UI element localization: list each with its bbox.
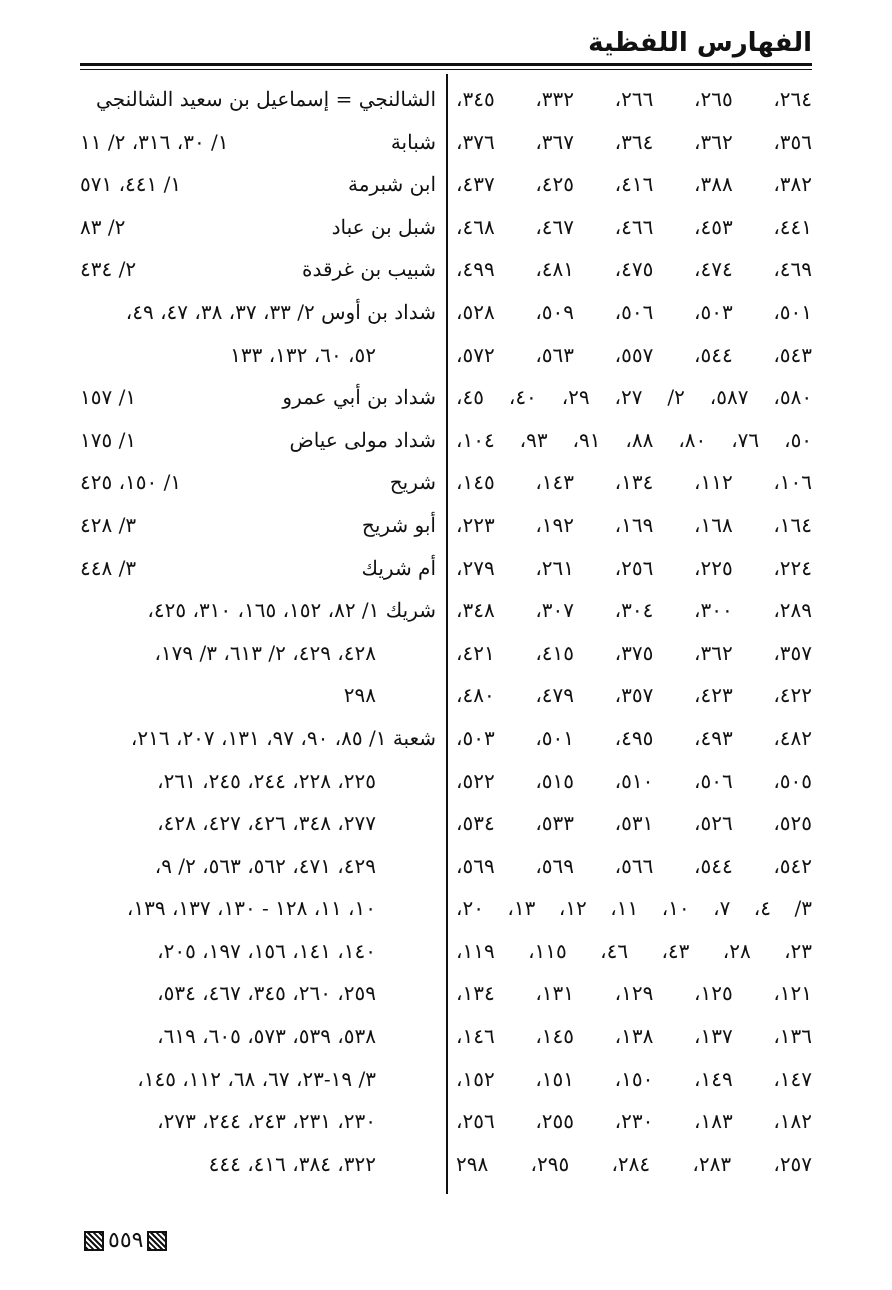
index-line: ٤٨٢، ٤٩٣، ٤٩٥، ٥٠١، ٥٠٣،: [456, 725, 813, 750]
index-line: ٣٨٢، ٣٨٨، ٤١٦، ٤٢٥، ٤٣٧،: [456, 172, 813, 197]
index-entry: [80, 461, 436, 504]
index-line: ٥٤٣، ٥٤٤، ٥٥٧، ٥٦٣، ٥٧٢،: [456, 342, 813, 367]
ornament-icon: [84, 1231, 104, 1251]
entry-refs: ٢/ ٤٣٤: [80, 257, 137, 282]
index-entry: [80, 163, 436, 206]
index-line: ٥٢٥، ٥٢٦، ٥٣١، ٥٣٣، ٥٣٤،: [456, 811, 813, 836]
header-rule-thin: [80, 69, 812, 70]
index-line: ٥٨٠، ٥٨٧، ٢/ ٢٧، ٢٩، ٤٠، ٤٥،: [456, 385, 813, 410]
index-line: ٥٤٢، ٥٤٤، ٥٦٦، ٥٦٩، ٥٦٩،: [456, 853, 813, 878]
index-entry: [80, 504, 436, 547]
index-continuation-line: ٥٢، ٦٠، ١٣٢، ١٣٣: [230, 342, 376, 367]
entry-name: شبل بن عباد: [331, 214, 436, 239]
index-entry: شريك ١/ ٨٢، ١٥٢، ١٦٥، ٣١٠، ٤٢٥،: [147, 598, 436, 623]
index-line: ٣٥٧، ٣٦٢، ٣٧٥، ٤١٥، ٤٢١،: [456, 640, 813, 665]
entry-refs: ١/ ١٧٥: [80, 427, 137, 452]
index-entry: شداد بن أوس ٢/ ٣٣، ٣٧، ٣٨، ٤٧، ٤٩،: [125, 299, 436, 324]
index-entry: الشالنجي = إسماعيل بن سعيد الشالنجي: [96, 87, 436, 111]
index-continuation-line: ١٠، ١١، ١٢٨ - ١٣٠، ١٣٧، ١٣٩،: [126, 896, 376, 921]
right-index-column: [456, 78, 812, 1185]
page-number-block: [84, 1228, 167, 1253]
index-line: ٥٠١، ٥٠٣، ٥٠٦، ٥٠٩، ٥٢٨،: [456, 299, 813, 324]
entry-refs: ٣/ ٤٤٨: [80, 555, 137, 580]
index-continuation-line: ٥٣٨، ٥٣٩، ٥٧٣، ٦٠٥، ٦١٩،: [157, 1024, 376, 1049]
index-line: ٢٢٤، ٢٢٥، ٢٥٦، ٢٦١، ٢٧٩،: [456, 555, 813, 580]
index-entry: [80, 248, 436, 291]
index-line: ٢٥٧، ٢٨٣، ٢٨٤، ٢٩٥، ٢٩٨: [456, 1151, 813, 1176]
entry-name: شبابة: [390, 129, 436, 154]
index-line: ١٣٦، ١٣٧، ١٣٨، ١٤٥، ١٤٦،: [456, 1024, 813, 1049]
entry-refs: ١/ ١٥٠، ٤٢٥: [80, 470, 182, 495]
index-line: ٢٨٩، ٣٠٠، ٣٠٤، ٣٠٧، ٣٤٨،: [456, 598, 813, 623]
index-continuation-line: ٣٢٢، ٣٨٤، ٤١٦، ٤٤٤: [208, 1151, 376, 1176]
entry-refs: ١/ ٤٤١، ٥٧١: [80, 172, 182, 197]
index-line: ٣/ ٤، ٧، ١٠، ١١، ١٢، ١٣، ٢٠،: [456, 896, 812, 921]
index-line: ٥٠٥، ٥٠٦، ٥١٠، ٥١٥، ٥٢٢،: [456, 768, 813, 793]
page-number: ٥٥٩: [108, 1228, 144, 1253]
index-continuation-line: ٤٢٨، ٤٢٩، ٢/ ٦١٣، ٣/ ١٧٩،: [154, 640, 376, 665]
index-line: ٢٦٤، ٢٦٥، ٢٦٦، ٣٣٢، ٣٤٥،: [456, 87, 813, 111]
index-line: ٢٣، ٢٨، ٤٣، ٤٦، ١١٥، ١١٩،: [456, 938, 813, 963]
entry-refs: ٢/ ٨٣: [80, 214, 126, 239]
index-continuation-line: ٢٩٨: [343, 683, 376, 708]
header-rule-thick: [80, 63, 812, 66]
index-continuation-line: ٢٢٥، ٢٢٨، ٢٤٤، ٢٤٥، ٢٦١،: [157, 768, 376, 793]
index-entry: [80, 419, 436, 462]
index-continuation-line: ٤٢٩، ٤٧١، ٥٦٢، ٥٦٣، ٢/ ٩،: [154, 853, 376, 878]
entry-refs: ١/ ٣٠، ٣١٦، ٢/ ١١: [80, 129, 229, 154]
index-entry: [80, 376, 436, 419]
index-line: ٣٥٦، ٣٦٢، ٣٦٤، ٣٦٧، ٣٧٦،: [456, 129, 813, 154]
index-line: ٤٢٢، ٤٢٣، ٣٥٧، ٤٧٩، ٤٨٠،: [456, 683, 813, 708]
index-continuation-line: ٣/ ١٩-٢٣، ٦٧، ٦٨، ١١٢، ١٤٥،: [137, 1066, 376, 1091]
entry-name: شبيب بن غرقدة: [301, 257, 436, 282]
index-entry: [80, 547, 436, 590]
entry-name: أبو شريح: [361, 512, 436, 537]
index-continuation-line: ٢٣٠، ٢٣١، ٢٤٣، ٢٤٤، ٢٧٣،: [157, 1109, 376, 1134]
index-entry: [80, 121, 436, 164]
index-entry: شعبة ١/ ٨٥، ٩٠، ٩٧، ١٣١، ٢٠٧، ٢١٦،: [130, 725, 436, 750]
index-line: ١٤٧، ١٤٩، ١٥٠، ١٥١، ١٥٢،: [456, 1066, 813, 1091]
index-entry: [80, 206, 436, 249]
entry-name: شريح: [389, 470, 436, 495]
column-divider: [446, 74, 448, 1194]
left-index-column: [80, 78, 436, 1185]
entry-name: أم شريك: [361, 555, 436, 580]
index-continuation-line: ٢٧٧، ٣٤٨، ٤٢٦، ٤٢٧، ٤٢٨،: [157, 811, 376, 836]
index-continuation-line: ١٤٠، ١٤١، ١٥٦، ١٩٧، ٢٠٥،: [157, 938, 376, 963]
index-line: ١٦٤، ١٦٨، ١٦٩، ١٩٢، ٢٢٣،: [456, 512, 813, 537]
index-line: ١٢١، ١٢٥، ١٢٩، ١٣١، ١٣٤،: [456, 981, 813, 1006]
entry-name: ابن شبرمة: [348, 172, 436, 197]
running-head-title: الفهارس اللفظية: [588, 28, 812, 58]
index-line: ١٠٦، ١١٢، ١٣٤، ١٤٣، ١٤٥،: [456, 470, 813, 495]
index-continuation-line: ٢٥٩، ٢٦٠، ٣٤٥، ٤٦٧، ٥٣٤،: [157, 981, 376, 1006]
ornament-icon: [147, 1231, 167, 1251]
index-line: ١٨٢، ١٨٣، ٢٣٠، ٢٥٥، ٢٥٦،: [456, 1109, 813, 1134]
entry-refs: ٣/ ٤٢٨: [80, 512, 137, 537]
index-line: ٤٤١، ٤٥٣، ٤٦٦، ٤٦٧، ٤٦٨،: [456, 214, 813, 239]
index-line: ٤٦٩، ٤٧٤، ٤٧٥، ٤٨١، ٤٩٩،: [456, 257, 813, 282]
index-line: ٥٠، ٧٦، ٨٠، ٨٨، ٩١، ٩٣، ١٠٤،: [456, 427, 813, 452]
entry-refs: ١/ ١٥٧: [80, 385, 137, 410]
entry-name: شداد بن أبي عمرو: [282, 385, 436, 410]
entry-name: شداد مولى عياض: [289, 427, 436, 452]
